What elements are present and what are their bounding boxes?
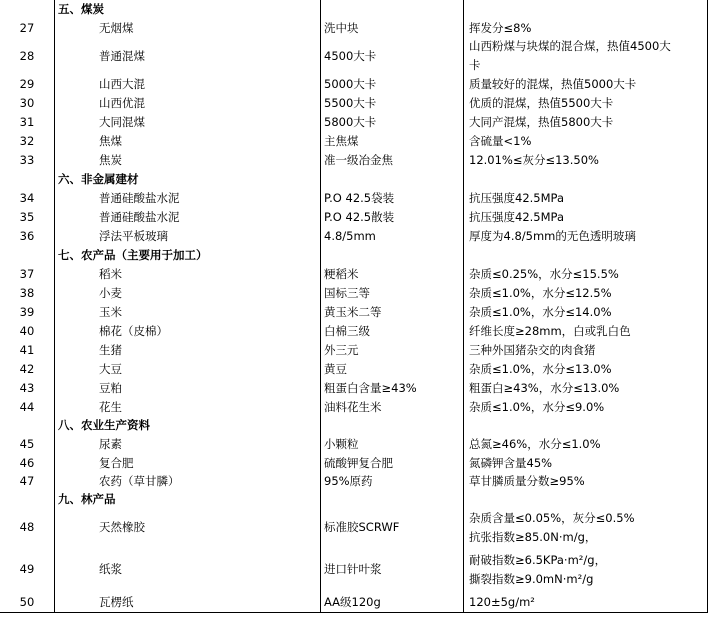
commodity-spec: 小颗粒 <box>324 436 359 451</box>
section-heading: 六、非金属建材 <box>58 171 139 186</box>
commodity-name: 生猪 <box>99 342 122 357</box>
commodity-description: 大同产混煤，热值5800大卡 <box>469 114 614 129</box>
column-divider <box>54 0 55 612</box>
commodity-description: 草甘膦质量分数≥95% <box>469 474 585 488</box>
commodity-spec: 95%原药 <box>324 474 373 488</box>
commodity-name: 大豆 <box>99 361 122 376</box>
row-number: 45 <box>19 436 35 451</box>
commodity-name: 棉花（皮棉） <box>99 323 168 338</box>
row-number: 47 <box>19 474 35 488</box>
commodity-spec: 主焦煤 <box>324 133 359 148</box>
commodity-name: 焦煤 <box>99 133 122 148</box>
commodity-description: 含硫量<1% <box>469 133 532 148</box>
row-number: 28 <box>19 48 35 63</box>
section-heading: 七、农产品（主要用于加工） <box>58 247 208 262</box>
commodity-spec: 4500大卡 <box>324 48 377 63</box>
commodity-spec: 白棉三级 <box>324 323 370 338</box>
column-divider <box>320 0 321 612</box>
commodity-name: 无烟煤 <box>99 20 134 35</box>
row-number: 39 <box>19 304 35 319</box>
commodity-description: 120±5g/m² <box>469 595 535 609</box>
row-number: 36 <box>19 228 35 243</box>
commodity-spec: 黄豆 <box>324 361 347 376</box>
commodity-spec: 油料花生米 <box>324 399 382 414</box>
commodity-description: 氮磷钾含量45% <box>469 455 553 470</box>
commodity-name: 山西大混 <box>99 76 145 91</box>
commodity-name: 瓦楞纸 <box>99 595 134 609</box>
row-number: 32 <box>19 133 35 148</box>
commodity-name: 普通硅酸盐水泥 <box>99 190 180 205</box>
section-heading: 九、林产品 <box>58 492 116 506</box>
commodity-name: 浮法平板玻璃 <box>99 228 168 243</box>
commodity-description: 质量较好的混煤，热值5000大卡 <box>469 76 637 91</box>
row-number: 33 <box>19 152 35 167</box>
commodity-spec: 硫酸钾复合肥 <box>324 455 393 470</box>
section-heading: 五、煤炭 <box>58 2 104 16</box>
commodity-spec: 粳稻米 <box>324 266 359 281</box>
section-heading: 八、农业生产资料 <box>58 418 150 432</box>
row-number: 50 <box>19 595 35 609</box>
row-number: 29 <box>19 76 35 91</box>
column-divider <box>707 0 708 612</box>
commodity-description: 抗压强度42.5MPa <box>469 209 564 224</box>
commodity-description: 厚度为4.8/5mm的无色透明玻璃 <box>469 228 636 243</box>
commodity-description: 挥发分≤8% <box>469 20 532 35</box>
row-number: 46 <box>19 455 35 470</box>
row-number: 27 <box>19 20 35 35</box>
commodity-name: 玉米 <box>99 304 122 319</box>
commodity-spec: 5500大卡 <box>324 95 377 110</box>
commodity-name: 豆粕 <box>99 380 122 395</box>
commodity-name: 小麦 <box>99 285 122 300</box>
commodity-description: 耐破指数≥6.5KPa·m²/g， <box>469 552 607 567</box>
commodity-description: 杂质≤1.0%，水分≤13.0% <box>469 361 612 376</box>
commodity-spec: 粗蛋白含量≥43% <box>324 380 417 395</box>
commodity-description: 纤维长度≥28mm，白或乳白色 <box>469 323 631 338</box>
commodity-spec: P.O 42.5袋装 <box>324 190 395 205</box>
commodity-name: 复合肥 <box>99 455 134 470</box>
commodity-name: 纸浆 <box>99 562 122 576</box>
row-number: 41 <box>19 342 35 357</box>
row-number: 37 <box>19 266 35 281</box>
commodity-name: 天然橡胶 <box>99 520 145 534</box>
commodity-description: 优质的混煤，热值5500大卡 <box>469 95 614 110</box>
commodity-spec: P.O 42.5散装 <box>324 209 395 224</box>
row-number: 31 <box>19 114 35 129</box>
commodity-description: 杂质≤1.0%，水分≤12.5% <box>469 285 612 300</box>
commodity-description: 山西粉煤与块煤的混合煤，热值4500大 <box>469 39 671 54</box>
commodity-description: 卡 <box>469 57 481 72</box>
table-bottom-border <box>0 612 708 613</box>
commodity-description: 杂质≤1.0%，水分≤14.0% <box>469 304 612 319</box>
commodity-name: 农药（草甘膦） <box>99 474 180 488</box>
row-number: 49 <box>19 562 35 576</box>
commodity-description: 杂质≤0.25%，水分≤15.5% <box>469 266 619 281</box>
commodity-spec: 黄玉米二等 <box>324 304 382 319</box>
row-number: 48 <box>19 520 35 534</box>
commodity-spec: 国标三等 <box>324 285 370 300</box>
commodity-description: 杂质含量≤0.05%，灰分≤0.5% <box>469 510 635 525</box>
row-number: 30 <box>19 95 35 110</box>
commodity-description: 杂质≤1.0%，水分≤9.0% <box>469 399 605 414</box>
commodity-name: 焦炭 <box>99 152 122 167</box>
commodity-description: 抗压强度42.5MPa <box>469 190 564 205</box>
commodity-spec: 进口针叶浆 <box>324 562 382 576</box>
commodity-spec: 外三元 <box>324 342 359 357</box>
commodity-description: 抗张指数≥85.0N·m/g， <box>469 529 597 544</box>
commodity-name: 普通混煤 <box>99 48 145 63</box>
commodity-description: 三种外国猪杂交的肉食猪 <box>469 342 596 357</box>
commodity-name: 山西优混 <box>99 95 145 110</box>
commodity-name: 大同混煤 <box>99 114 145 129</box>
commodity-spec: 准一级冶金焦 <box>324 152 393 167</box>
commodity-spec: 5000大卡 <box>324 76 377 91</box>
row-number: 42 <box>19 361 35 376</box>
row-number: 40 <box>19 323 35 338</box>
row-number: 44 <box>19 399 35 414</box>
commodity-spec: 洗中块 <box>324 20 359 35</box>
column-divider <box>463 0 464 612</box>
commodity-name: 花生 <box>99 399 122 414</box>
commodity-spec: 5800大卡 <box>324 114 377 129</box>
commodity-spec: 标准胶SCRWF <box>324 520 400 534</box>
row-number: 34 <box>19 190 35 205</box>
commodity-description: 总氮≥46%，水分≤1.0% <box>469 436 601 451</box>
row-number: 35 <box>19 209 35 224</box>
commodity-description: 12.01%≤灰分≤13.50% <box>469 152 599 167</box>
commodity-name: 普通硅酸盐水泥 <box>99 209 180 224</box>
commodity-spec: 4.8/5mm <box>324 228 376 243</box>
commodity-description: 粗蛋白≥43%，水分≤13.0% <box>469 380 620 395</box>
commodity-name: 稻米 <box>99 266 122 281</box>
commodity-description: 撕裂指数≥9.0mN·m²/g <box>469 571 594 586</box>
commodity-name: 尿素 <box>99 436 122 451</box>
row-number: 38 <box>19 285 35 300</box>
row-number: 43 <box>19 380 35 395</box>
commodity-spec: AA级120g <box>324 595 381 609</box>
